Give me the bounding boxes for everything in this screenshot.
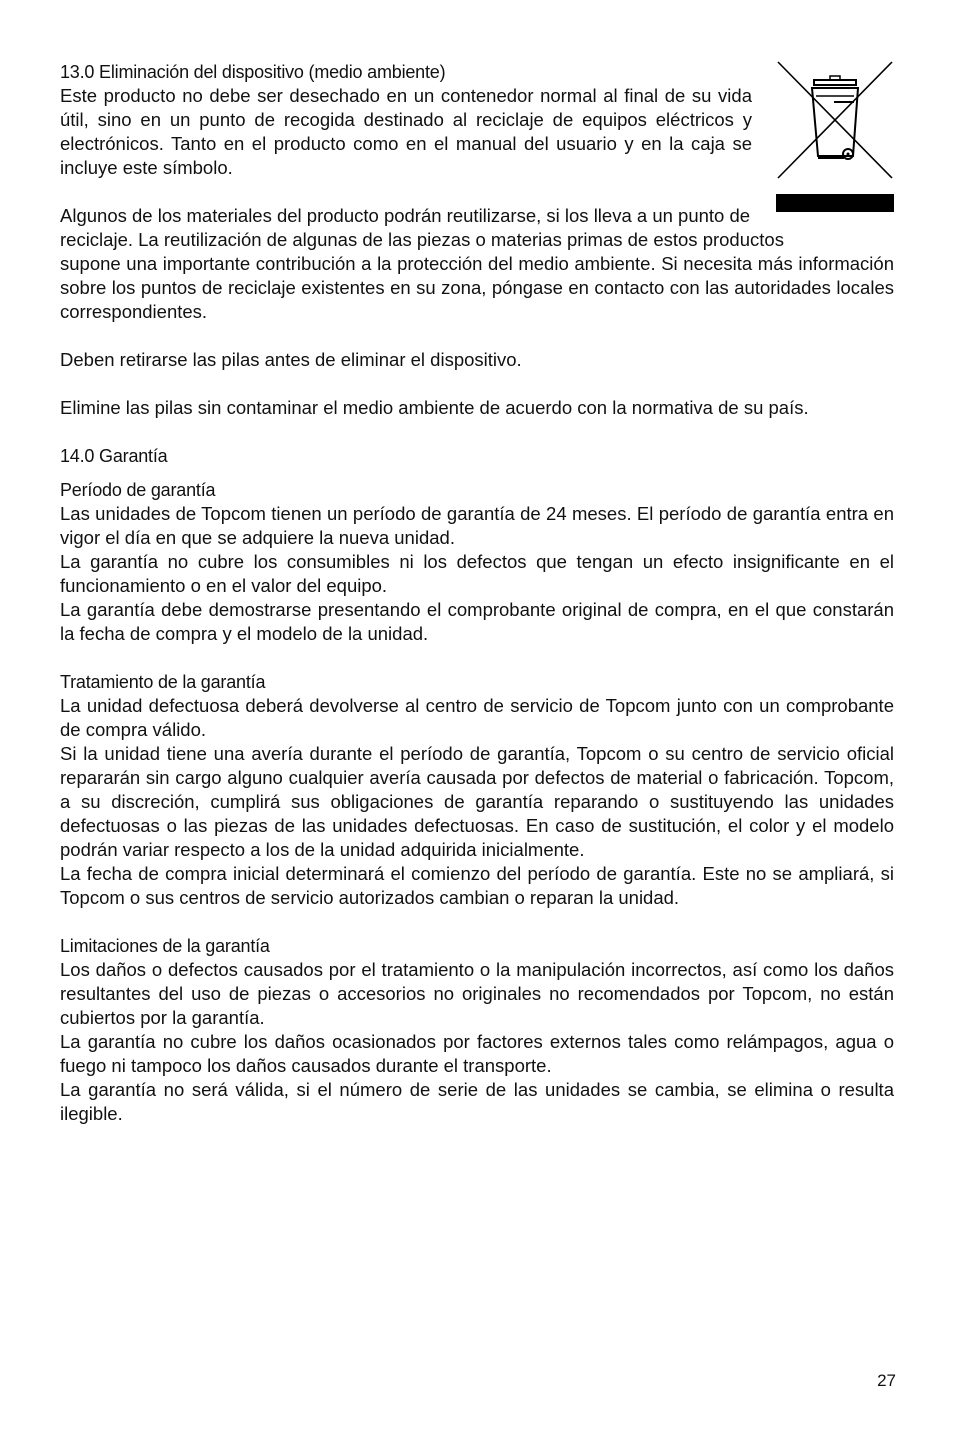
section-13-heading: 13.0 Eliminación del dispositivo (medio ambiente) bbox=[60, 62, 446, 82]
warranty-handling-paragraph-1: La unidad defectuosa deberá devolverse al centro de servicio de Topcom junto con un comprobante de compra válido. bbox=[60, 695, 894, 740]
disposal-paragraph-3: Deben retirarse las pilas antes de eliminar el dispositivo. bbox=[60, 349, 522, 370]
disposal-paragraph-2a: Algunos de los materiales del producto podrán reutilizarse, si los lleva a un punto de bbox=[60, 205, 751, 226]
section-14-heading: 14.0 Garantía bbox=[60, 446, 168, 466]
disposal-paragraph-2c: supone una importante contribución a la protección del medio ambiente. Si necesita más información sobre los puntos de reciclaje existentes en su zona, póngase en contacto con las autoridades locales correspondientes. bbox=[60, 253, 894, 322]
warranty-limits-title: Limitaciones de la garantía bbox=[60, 936, 270, 956]
page-number: 27 bbox=[877, 1371, 896, 1390]
disposal-paragraph-2b: reciclaje. La reutilización de algunas de las piezas o materias primas de estos productos bbox=[60, 229, 784, 250]
disposal-paragraph-4: Elimine las pilas sin contaminar el medio ambiente de acuerdo con la normativa de su país. bbox=[60, 397, 809, 418]
warranty-period-title: Período de garantía bbox=[60, 480, 216, 500]
warranty-limits-paragraph-3: La garantía no será válida, si el número de serie de las unidades se cambia, se elimina o resulta ilegible. bbox=[60, 1079, 894, 1124]
warranty-handling-paragraph-3: La fecha de compra inicial determinará el comienzo del período de garantía. Este no se ampliará, si Topcom o sus centros de servicio autorizados cambian o reparan la unidad. bbox=[60, 863, 894, 908]
disposal-paragraph-1: Este producto no debe ser desechado en un contenedor normal al final de su vida útil, sino en un punto de recogida destinado al reciclaje de equipos eléctricos y electrónicos. Tanto en el producto como en el manual del usuario y en la caja se incluye este símbolo. bbox=[60, 85, 752, 178]
warranty-limits-paragraph-2: La garantía no cubre los daños ocasionados por factores externos tales como relámpagos, agua o fuego ni tampoco los daños causados durante el transporte. bbox=[60, 1031, 894, 1076]
warranty-period-paragraph-1: Las unidades de Topcom tienen un período de garantía de 24 meses. El período de garantía entra en vigor el día en que se adquiere la nueva unidad. bbox=[60, 503, 894, 548]
warranty-period-paragraph-2: La garantía no cubre los consumibles ni los defectos que tengan un efecto insignificante en el funcionamiento o en el valor del equipo. bbox=[60, 551, 894, 596]
warranty-limits-paragraph-1: Los daños o defectos causados por el tratamiento o la manipulación incorrectos, así como los daños resultantes del uso de piezas o accesorios no originales no recomendados por Topcom, no están cubiertos por la garantía. bbox=[60, 959, 894, 1028]
page-content bbox=[60, 60, 894, 1126]
warranty-handling-paragraph-2: Si la unidad tiene una avería durante el período de garantía, Topcom o su centro de servicio oficial repararán sin cargo alguno cualquier avería causada por defectos de material o fabricación. Topcom, a su discreción, cumplirá sus obligaciones de garantía reparando o sustituyendo las unidades defectuosas o las piezas de las unidades defectuosas. En caso de sustitución, el color y el modelo podrán variar respecto a los de la unidad adquirida inicialmente. bbox=[60, 743, 894, 860]
warranty-period-paragraph-3: La garantía debe demostrarse presentando el comprobante original de compra, en el que constarán la fecha de compra y el modelo de la unidad. bbox=[60, 599, 894, 644]
warranty-handling-title: Tratamiento de la garantía bbox=[60, 672, 266, 692]
